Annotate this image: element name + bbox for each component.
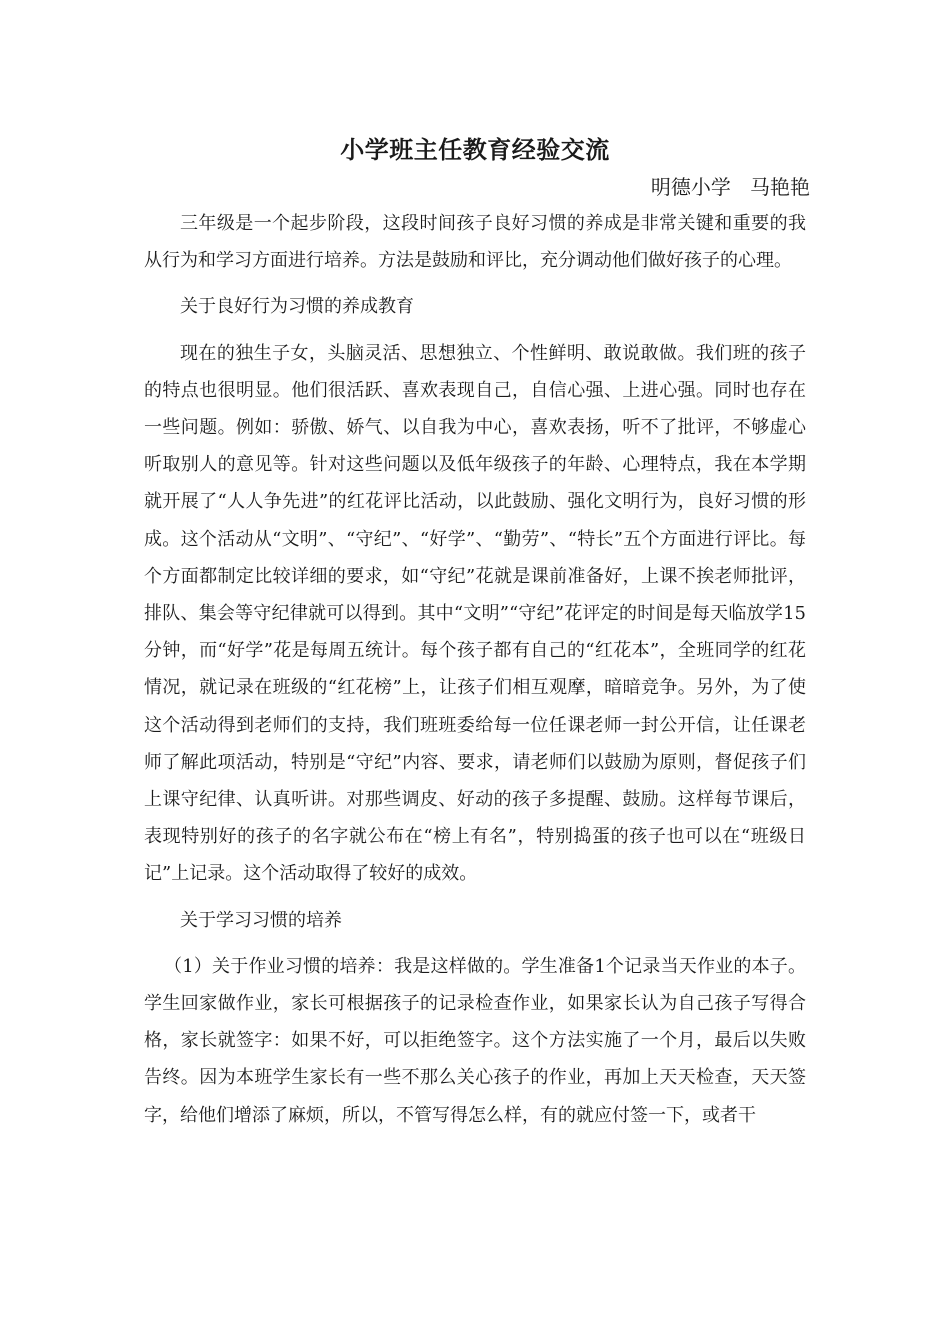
behavior-paragraph: 现在的独生子女，头脑灵活、思想独立、个性鲜明、敢说敢做。我们班的孩子的特点也很明显。他们很活跃、喜欢表现自己，自信心强、上进心强。同时也存在一些问题。例如：骄傲、娇气、以自我为中心，喜欢表扬，听不了批评，不够虚心听取别人的意见等。针对这些问题以及低年级孩子的年龄、心理特点，我在本学期就开展了“人人争先进”的红花评比活动，以此鼓励、强化文明行为，良好习惯的形成。这个活动从“文明”、“守纪”、“好学”、“勤劳”、“特长”五个方面进行评比。每个方面都制定比较详细的要求，如“守纪”花就是课前准备好，上课不挨老师批评，排队、集会等守纪律就可以得到。其中“文明”“守纪”花评定的时间是每天临放学15分钟，而“好学”花是每周五统计。每个孩子都有自己的“红花本”，全班同学的红花情况，就记录在班级的“红花榜”上，让孩子们相互观摩，暗暗竞争。另外，为了使这个活动得到老师们的支持，我们班班委给每一位任课老师一封公开信，让任课老师了解此项活动，特别是“守纪”内容、要求，请老师们以鼓励为原则，督促孩子们上课守纪律、认真听讲。对那些调皮、好动的孩子多提醒、鼓励。这样每节课后，表现特别好的孩子的名字就公布在“榜上有名”，特别捣蛋的孩子也可以在“班级日记”上记录。这个活动取得了较好的成效。 bbox=[144, 342, 806, 885]
homework-paragraph: （1）关于作业习惯的培养：我是这样做的。学生准备1个记录当天作业的本子。学生回家做作业，家长可根据孩子的记录检查作业，如果家长认为自己孩子写得合格，家长就签字：如果不好，可以拒绝签字。这个方法实施了一个月，最后以失败告终。因为本班学生家长有一些不那么关心孩子的作业，再加上天天检查，天天签字，给他们增添了麻烦，所以，不管写得怎么样，有的就应付签一下，或者干 bbox=[144, 955, 806, 1126]
intro-paragraph: 三年级是一个起步阶段，这段时间孩子良好习惯的养成是非常关键和重要的我从行为和学习方面进行培养。方法是鼓励和评比，充分调动他们做好孩子的心理。 bbox=[144, 213, 806, 272]
page-title: 小学班主任教育经验交流 bbox=[340, 135, 610, 164]
author-line: 明德小学 马艳艳 bbox=[650, 175, 810, 199]
section-heading-study: 关于学习习惯的培养 bbox=[180, 909, 342, 931]
document-body bbox=[144, 205, 806, 1134]
section-heading-behavior: 关于良好行为习惯的养成教育 bbox=[180, 296, 414, 318]
